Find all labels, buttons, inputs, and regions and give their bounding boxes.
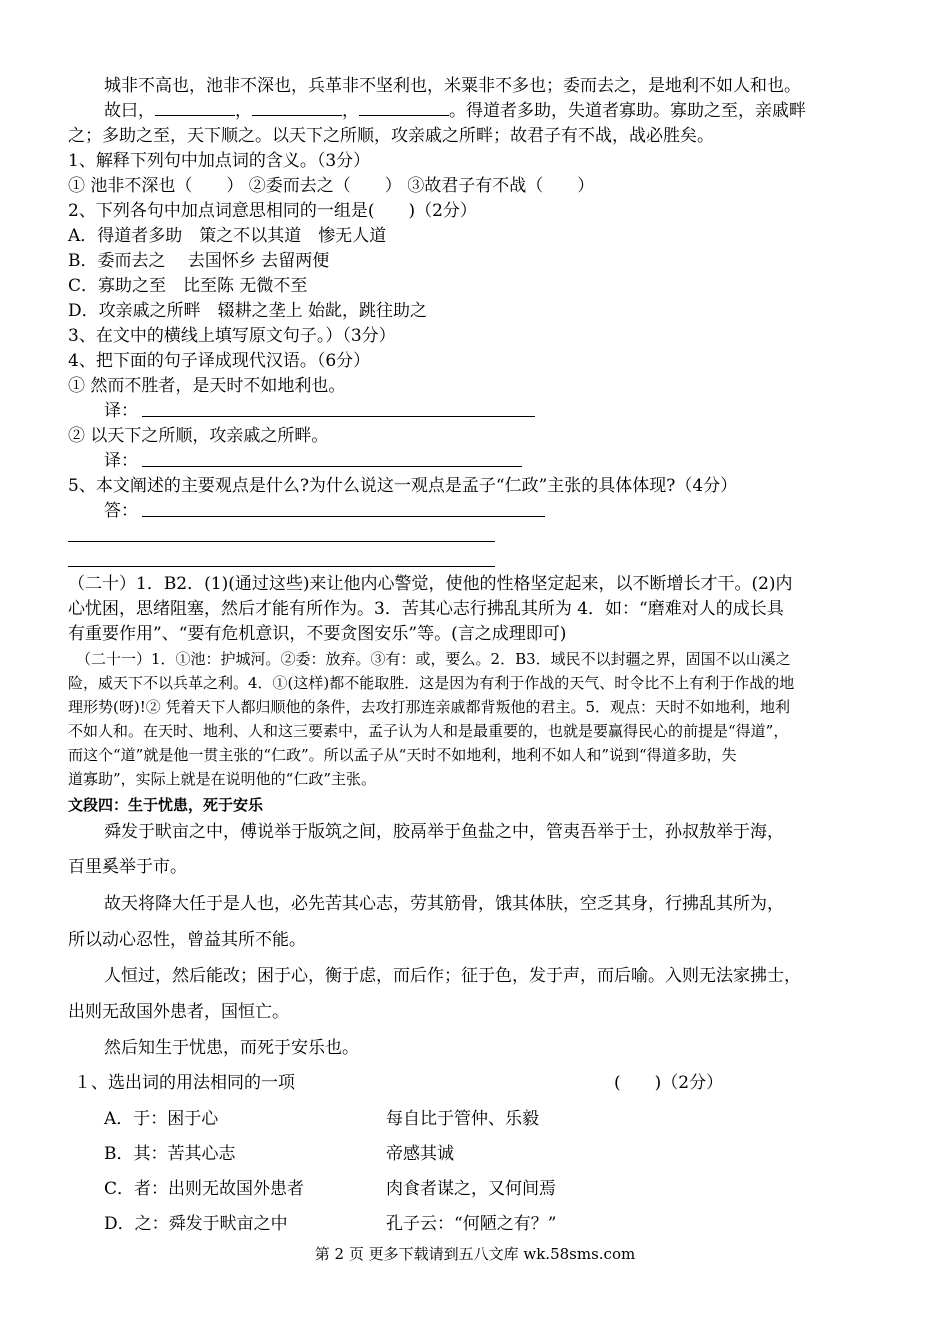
option-c: C．寡助之至 比至陈 无微不至 [68, 276, 308, 296]
answer-20-line: 心忧困，思绪阻塞，然后才能有所作为。3．苦其心志行拂乱其所为 4．如：“磨难对人的成长具 [68, 599, 784, 619]
answer-21-line: （二十一）1．①池：护城河。②委：放弃。③有：或，要么。2．B3．域民不以封疆之界，固国不以山溪之 [76, 650, 791, 668]
question-4-sentence-2: ② 以天下之所顺，攻亲戚之所畔。 [68, 426, 329, 446]
answer-line[interactable] [142, 466, 522, 467]
passage-line: 然后知生于忧患，而死于安乐也。 [104, 1038, 359, 1058]
question-4: 4、把下面的句子译成现代汉语。（6分） [68, 351, 371, 371]
passage-line: 故天将降大任于是人也，必先苦其心志，劳其筋骨，饿其体肤，空乏其身，行拂乱其所为， [104, 894, 784, 914]
section-heading: 文段四：生于忧患，死于安乐 [68, 796, 264, 814]
option-d: D．攻亲戚之所畔 辍耕之垄上 始龀，跳往助之 [68, 301, 428, 321]
passage-line: 人恒过，然后能改；困于心，衡于虑，而后作；征于色，发于声，而后喻。入则无法家拂士， [104, 966, 801, 986]
option-left: A．于：困于心 [104, 1109, 219, 1129]
passage-text: 。得道者多助，失道者寡助。寡助之至，亲戚畔 [449, 101, 806, 121]
passage-line-with-blanks [104, 99, 806, 123]
answer-21-line: 而这个“道”就是他一贯主张的“仁政”。所以孟子从“天时不如地利，地利不如人和”说到“得道多助，失 [68, 746, 737, 764]
passage-line: 之；多助之至，天下顺之。以天下之所顺，攻亲戚之所畔；故君子有不战，战必胜矣。 [68, 126, 714, 146]
passage-text: 故曰， [104, 101, 155, 121]
page-footer: 第 2 页 更多下载请到五八文库 wk.58sms.com [314, 1245, 636, 1263]
question-1: 1、解释下列句中加点词的含义。（3分） [68, 151, 371, 171]
option-right: 肉食者谋之，又何间焉 [386, 1179, 556, 1199]
translate-label: 译： [104, 401, 138, 421]
passage-line: 百里奚举于市。 [68, 857, 187, 877]
answer-21-line: 道寡助”，实际上就是在说明他的“仁政”主张。 [68, 770, 377, 788]
passage-text: ， [342, 101, 359, 121]
passage-line: 城非不高也，池非不深也，兵革非不坚利也，米粟非不多也；委而去之，是地利不如人和也。 [104, 76, 801, 96]
option-left: B．其：苦其心志 [104, 1144, 236, 1164]
answer-20-line: （二十）1．B2．(1)(通过这些)来让他内心警觉，使他的性格坚定起来，以不断增长才干。(2)内 [68, 574, 793, 594]
question-3: 3、在文中的横线上填写原文句子。）（3分） [68, 326, 396, 346]
answer-line[interactable] [68, 541, 495, 542]
answer-20-line: 有重要作用”、“要有危机意识，不要贪图安乐”等。(言之成理即可) [68, 624, 567, 644]
passage-text: ， [235, 101, 252, 121]
answer-21-line: 不如人和。在天时、地利、人和这三要素中，孟子认为人和是最重要的，也就是要赢得民心的前提是“得道”， [68, 722, 789, 740]
answer-line[interactable] [142, 516, 545, 517]
option-right: 每自比于管仲、乐毅 [386, 1109, 539, 1129]
answer-21-line: 险，威天下不以兵革之利。4．①(这样)都不能取胜．这是因为有利于作战的天气、时令比不上有利于作战的地 [68, 674, 795, 692]
option-right: 孔子云：“何陋之有？” [386, 1214, 557, 1234]
section4-question-1: １、选出词的用法相同的一项 [74, 1073, 295, 1093]
option-left: C．者：出则无故国外患者 [104, 1179, 305, 1199]
option-right: 帝感其诚 [386, 1144, 454, 1164]
translate-label: 译： [104, 451, 138, 471]
fill-blank-3[interactable] [359, 99, 449, 116]
passage-line: 舜发于畎亩之中，傅说举于版筑之间，胶鬲举于鱼盐之中，管夷吾举于士，孙叔敖举于海， [104, 822, 784, 842]
passage-line: 出则无敌国外患者，国恒亡。 [68, 1002, 289, 1022]
question-4-sentence-1: ① 然而不胜者，是天时不如地利也。 [68, 376, 346, 396]
answer-line[interactable] [142, 416, 535, 417]
fill-blank-1[interactable] [155, 99, 235, 116]
question-2: 2、下列各句中加点词意思相同的一组是( )（2分） [68, 201, 477, 221]
fill-blank-2[interactable] [252, 99, 342, 116]
option-left: D．之：舜发于畎亩之中 [104, 1214, 288, 1234]
passage-line: 所以动心忍性，曾益其所不能。 [68, 930, 306, 950]
question-5: 5、本文阐述的主要观点是什么?为什么说这一观点是孟子“仁政”主张的具体体现?（4分） [68, 476, 738, 496]
answer-label: 答： [104, 501, 138, 521]
question-1-items: ① 池非不深也（ ） ②委而去之（ ） ③故君子有不战（ ） [68, 176, 595, 196]
question-score: ( )（2分） [614, 1073, 724, 1093]
answer-21-line: 理形势(呀)!② 凭着天下人都归顺他的条件，去攻打那连亲戚都背叛他的君主。5．观点：天时不如地利，地利 [68, 698, 791, 716]
option-a: A．得道者多助 策之不以其道 惨无人道 [68, 226, 387, 246]
answer-line[interactable] [68, 566, 495, 567]
option-b: B．委而去之 去国怀乡 去留两便 [68, 251, 330, 271]
